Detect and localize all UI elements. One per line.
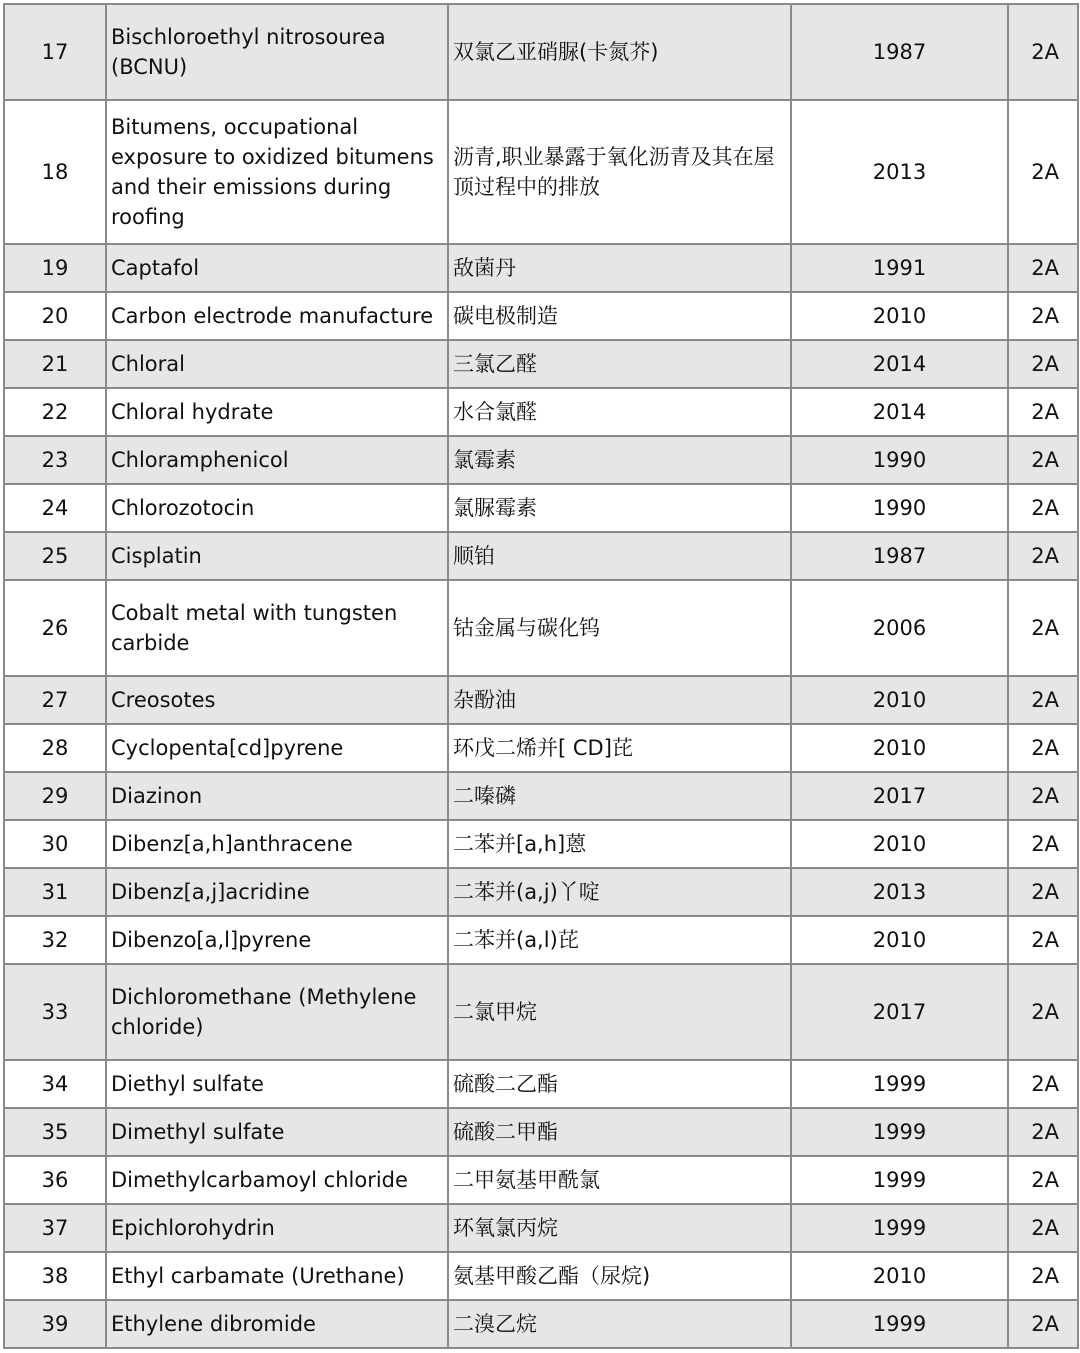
- cell-chinese-name: 二苯并[a,h]蒽: [448, 820, 791, 868]
- cell-number: 37: [4, 1204, 106, 1252]
- cell-year: 2010: [791, 676, 1008, 724]
- cell-year: 2013: [791, 868, 1008, 916]
- cell-group: 2A: [1008, 340, 1078, 388]
- cell-chinese-name: 硫酸二甲酯: [448, 1108, 791, 1156]
- cell-year: 2010: [791, 724, 1008, 772]
- cell-chinese-name: 敌菌丹: [448, 244, 791, 292]
- cell-year: 1990: [791, 436, 1008, 484]
- cell-english-name: Chloral hydrate: [106, 388, 448, 436]
- cell-group: 2A: [1008, 820, 1078, 868]
- cell-group: 2A: [1008, 4, 1078, 100]
- cell-group: 2A: [1008, 100, 1078, 244]
- cell-number: 27: [4, 676, 106, 724]
- cell-group: 2A: [1008, 724, 1078, 772]
- cell-year: 2014: [791, 340, 1008, 388]
- table-row: [4, 340, 1078, 388]
- cell-group: 2A: [1008, 1156, 1078, 1204]
- cell-number: 31: [4, 868, 106, 916]
- cell-number: 29: [4, 772, 106, 820]
- cell-english-name: Chloral: [106, 340, 448, 388]
- cell-chinese-name: 双氯乙亚硝脲(卡氮芥): [448, 4, 791, 100]
- table-row: [4, 724, 1078, 772]
- table-row: [4, 964, 1078, 1060]
- cell-chinese-name: 氯脲霉素: [448, 484, 791, 532]
- cell-number: 25: [4, 532, 106, 580]
- cell-chinese-name: 环氧氯丙烷: [448, 1204, 791, 1252]
- cell-number: 34: [4, 1060, 106, 1108]
- table-row: [4, 532, 1078, 580]
- cell-english-name: Dimethylcarbamoyl chloride: [106, 1156, 448, 1204]
- cell-english-name: Bitumens, occupational exposure to oxidized bitumens and their emissions during roofing: [106, 100, 448, 244]
- cell-english-name: Ethylene dibromide: [106, 1300, 448, 1348]
- cell-english-name: Dichloromethane (Methylene chloride): [106, 964, 448, 1060]
- table-row: [4, 1060, 1078, 1108]
- cell-year: 2010: [791, 916, 1008, 964]
- cell-english-name: Diazinon: [106, 772, 448, 820]
- cell-english-name: Dibenzo[a,l]pyrene: [106, 916, 448, 964]
- cell-chinese-name: 碳电极制造: [448, 292, 791, 340]
- cell-group: 2A: [1008, 1108, 1078, 1156]
- cell-year: 2014: [791, 388, 1008, 436]
- cell-english-name: Cobalt metal with tungsten carbide: [106, 580, 448, 676]
- cell-english-name: Creosotes: [106, 676, 448, 724]
- cell-year: 2010: [791, 820, 1008, 868]
- carcinogen-table: [3, 3, 1079, 1349]
- cell-chinese-name: 顺铂: [448, 532, 791, 580]
- cell-group: 2A: [1008, 388, 1078, 436]
- cell-chinese-name: 二甲氨基甲酰氯: [448, 1156, 791, 1204]
- cell-group: 2A: [1008, 484, 1078, 532]
- cell-chinese-name: 二嗪磷: [448, 772, 791, 820]
- cell-group: 2A: [1008, 580, 1078, 676]
- cell-year: 1991: [791, 244, 1008, 292]
- table-row: [4, 1156, 1078, 1204]
- cell-number: 36: [4, 1156, 106, 1204]
- cell-english-name: Bischloroethyl nitrosourea (BCNU): [106, 4, 448, 100]
- cell-number: 39: [4, 1300, 106, 1348]
- table-row: [4, 580, 1078, 676]
- cell-number: 33: [4, 964, 106, 1060]
- cell-chinese-name: 沥青,职业暴露于氧化沥青及其在屋顶过程中的排放: [448, 100, 791, 244]
- cell-group: 2A: [1008, 916, 1078, 964]
- table-row: [4, 100, 1078, 244]
- table-row: [4, 244, 1078, 292]
- cell-number: 24: [4, 484, 106, 532]
- cell-group: 2A: [1008, 436, 1078, 484]
- table-row: [4, 436, 1078, 484]
- cell-chinese-name: 环戊二烯并[ CD]芘: [448, 724, 791, 772]
- cell-year: 2017: [791, 964, 1008, 1060]
- cell-year: 1990: [791, 484, 1008, 532]
- cell-year: 1987: [791, 532, 1008, 580]
- cell-group: 2A: [1008, 244, 1078, 292]
- cell-number: 23: [4, 436, 106, 484]
- cell-group: 2A: [1008, 868, 1078, 916]
- cell-chinese-name: 三氯乙醛: [448, 340, 791, 388]
- table-row: [4, 676, 1078, 724]
- table-body: [4, 4, 1078, 1348]
- table-row: [4, 868, 1078, 916]
- cell-number: 32: [4, 916, 106, 964]
- cell-number: 18: [4, 100, 106, 244]
- table-row: [4, 820, 1078, 868]
- cell-english-name: Ethyl carbamate (Urethane): [106, 1252, 448, 1300]
- cell-group: 2A: [1008, 1252, 1078, 1300]
- cell-number: 19: [4, 244, 106, 292]
- table-row: [4, 1300, 1078, 1348]
- cell-year: 2010: [791, 1252, 1008, 1300]
- cell-year: 1999: [791, 1300, 1008, 1348]
- cell-english-name: Captafol: [106, 244, 448, 292]
- cell-year: 1999: [791, 1156, 1008, 1204]
- cell-english-name: Chlorozotocin: [106, 484, 448, 532]
- cell-chinese-name: 钴金属与碳化钨: [448, 580, 791, 676]
- cell-english-name: Dibenz[a,h]anthracene: [106, 820, 448, 868]
- cell-year: 2006: [791, 580, 1008, 676]
- cell-chinese-name: 硫酸二乙酯: [448, 1060, 791, 1108]
- cell-chinese-name: 二溴乙烷: [448, 1300, 791, 1348]
- cell-year: 1999: [791, 1204, 1008, 1252]
- cell-year: 2013: [791, 100, 1008, 244]
- cell-number: 28: [4, 724, 106, 772]
- cell-number: 26: [4, 580, 106, 676]
- cell-year: 1987: [791, 4, 1008, 100]
- cell-chinese-name: 氯霉素: [448, 436, 791, 484]
- cell-chinese-name: 氨基甲酸乙酯（尿烷): [448, 1252, 791, 1300]
- cell-group: 2A: [1008, 1204, 1078, 1252]
- cell-number: 38: [4, 1252, 106, 1300]
- cell-english-name: Cyclopenta[cd]pyrene: [106, 724, 448, 772]
- cell-year: 1999: [791, 1060, 1008, 1108]
- carcinogen-table-container: [3, 3, 1077, 1349]
- cell-group: 2A: [1008, 292, 1078, 340]
- cell-english-name: Chloramphenicol: [106, 436, 448, 484]
- table-row: [4, 916, 1078, 964]
- cell-number: 30: [4, 820, 106, 868]
- cell-number: 22: [4, 388, 106, 436]
- cell-number: 17: [4, 4, 106, 100]
- cell-chinese-name: 二苯并(a,l)芘: [448, 916, 791, 964]
- cell-chinese-name: 杂酚油: [448, 676, 791, 724]
- table-row: [4, 772, 1078, 820]
- cell-number: 35: [4, 1108, 106, 1156]
- table-row: [4, 4, 1078, 100]
- cell-chinese-name: 二苯并(a,j)丫啶: [448, 868, 791, 916]
- cell-group: 2A: [1008, 1300, 1078, 1348]
- cell-group: 2A: [1008, 772, 1078, 820]
- cell-group: 2A: [1008, 964, 1078, 1060]
- cell-chinese-name: 水合氯醛: [448, 388, 791, 436]
- cell-group: 2A: [1008, 676, 1078, 724]
- cell-number: 20: [4, 292, 106, 340]
- cell-group: 2A: [1008, 1060, 1078, 1108]
- cell-chinese-name: 二氯甲烷: [448, 964, 791, 1060]
- table-row: [4, 388, 1078, 436]
- table-row: [4, 1252, 1078, 1300]
- cell-english-name: Epichlorohydrin: [106, 1204, 448, 1252]
- table-row: [4, 1204, 1078, 1252]
- cell-year: 2017: [791, 772, 1008, 820]
- table-row: [4, 292, 1078, 340]
- cell-english-name: Diethyl sulfate: [106, 1060, 448, 1108]
- cell-english-name: Carbon electrode manufacture: [106, 292, 448, 340]
- cell-number: 21: [4, 340, 106, 388]
- cell-english-name: Dibenz[a,j]acridine: [106, 868, 448, 916]
- cell-year: 1999: [791, 1108, 1008, 1156]
- cell-english-name: Dimethyl sulfate: [106, 1108, 448, 1156]
- cell-english-name: Cisplatin: [106, 532, 448, 580]
- table-row: [4, 484, 1078, 532]
- cell-group: 2A: [1008, 532, 1078, 580]
- table-row: [4, 1108, 1078, 1156]
- cell-year: 2010: [791, 292, 1008, 340]
